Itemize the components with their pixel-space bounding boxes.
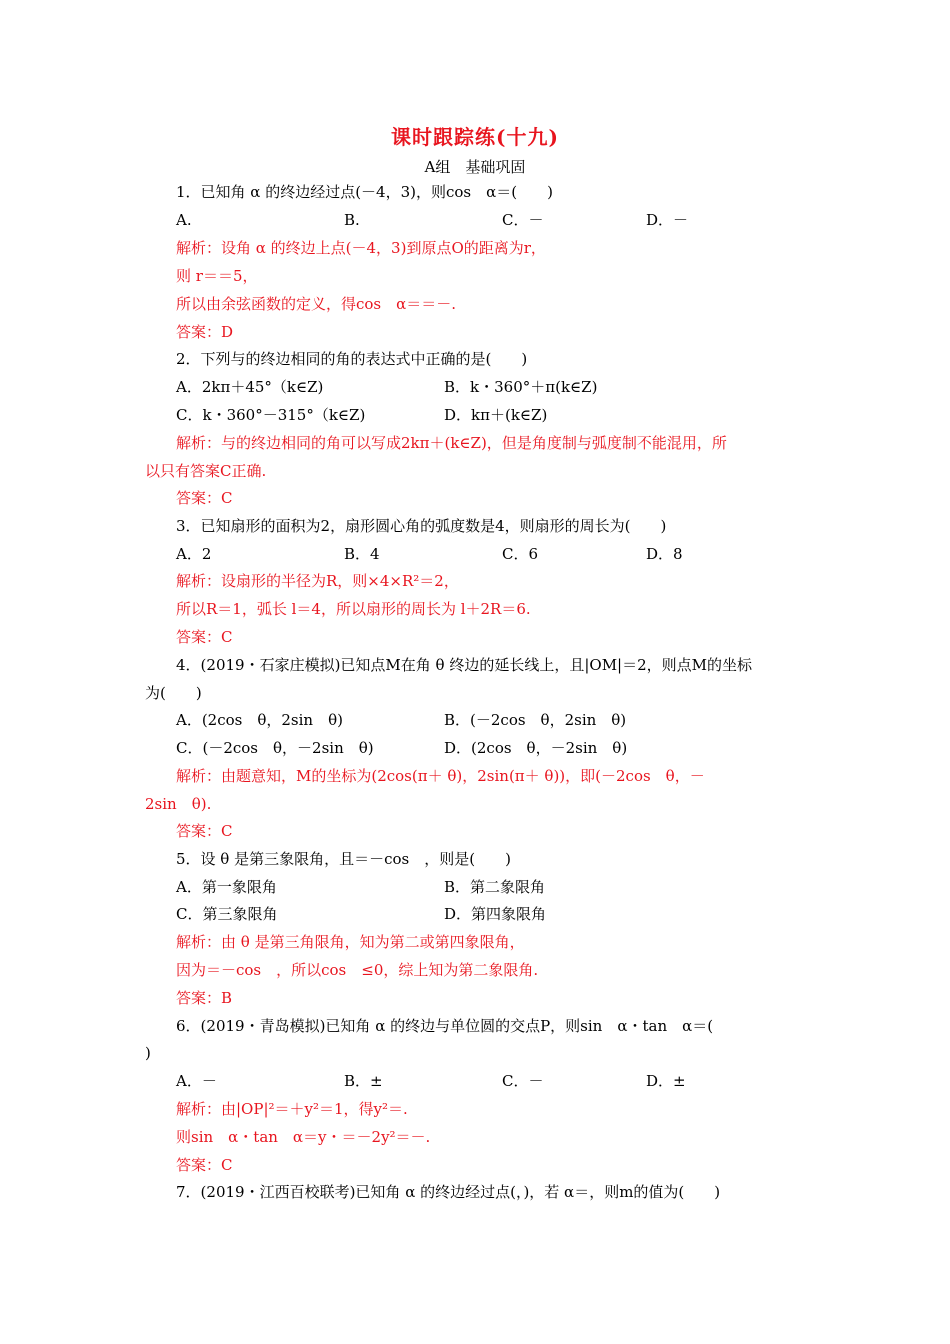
q1-solution-line: 所以由余弦函数的定义，得cos α＝＝－.: [176, 295, 457, 313]
q4-option-a: A．(2cos θ，2sin θ): [176, 711, 343, 729]
q2-solution-line: 以只有答案C正确.: [145, 462, 267, 480]
q3-option-c: C．6: [502, 545, 539, 563]
q2-solution-line: 解析：与的终边相同的角可以写成2kπ＋(k∈Z)，但是角度制与弧度制不能混用，所: [176, 434, 727, 452]
q1-option-b: B.: [344, 211, 360, 229]
question-5-stem: 5．设 θ 是第三象限角，且＝－cos ，则是( ): [176, 850, 511, 868]
q4-option-c: C．(－2cos θ，－2sin θ): [176, 739, 374, 757]
q1-answer: 答案：D: [176, 323, 234, 341]
q4-answer: 答案：C: [176, 822, 233, 840]
q4-option-b: B．(－2cos θ，2sin θ): [444, 711, 627, 729]
question-1-stem: 1．已知角 α 的终边经过点(－4，3)，则cos α＝( ): [176, 183, 553, 201]
q2-option-b: B．k・360°＋π(k∈Z): [444, 378, 598, 396]
q3-solution-line: 所以R＝1，弧长 l＝4，所以扇形的周长为 l＋2R＝6.: [176, 600, 531, 618]
q2-option-c: C．k・360°－315°（k∈Z): [176, 406, 366, 424]
q2-answer: 答案：C: [176, 489, 233, 507]
q5-option-b: B．第二象限角: [444, 878, 546, 896]
q6-option-b: B．±: [344, 1072, 383, 1090]
page-title: 课时跟踪练(十九): [391, 125, 559, 149]
q1-option-a: A.: [176, 211, 192, 229]
q5-solution-line: 解析：由 θ 是第三角限角，知为第二或第四象限角，: [176, 933, 525, 951]
q1-option-d: D．－: [646, 211, 689, 229]
q6-solution-line: 解析：由|OP|²＝＋y²＝1，得y²＝.: [176, 1100, 408, 1118]
question-4-stem: 为( ): [145, 684, 202, 702]
q5-option-a: A．第一象限角: [176, 878, 277, 896]
q2-option-a: A．2kπ＋45°（k∈Z): [176, 378, 324, 396]
q2-option-d: D．kπ＋(k∈Z): [444, 406, 548, 424]
q4-option-d: D．(2cos θ，－2sin θ): [444, 739, 628, 757]
q6-answer: 答案：C: [176, 1156, 233, 1174]
q1-option-c: C．－: [502, 211, 544, 229]
question-3-stem: 3．已知扇形的面积为2，扇形圆心角的弧度数是4，则扇形的周长为( ): [176, 517, 667, 535]
question-6-stem: 6．(2019・青岛模拟)已知角 α 的终边与单位圆的交点P，则sin α・tan α＝(: [176, 1017, 714, 1035]
q5-option-d: D．第四象限角: [444, 905, 547, 923]
question-4-stem: 4．(2019・石家庄模拟)已知点M在角 θ 终边的延长线上，且|OM|＝2，则点M的坐标: [176, 656, 753, 674]
q6-option-d: D．±: [646, 1072, 686, 1090]
q3-option-a: A．2: [176, 545, 212, 563]
q4-solution-line: 2sin θ).: [145, 795, 212, 813]
question-2-stem: 2．下列与的终边相同的角的表达式中正确的是( ): [176, 350, 528, 368]
q3-answer: 答案：C: [176, 628, 233, 646]
q1-solution-line: 解析：设角 α 的终边上点(－4，3)到原点O的距离为r，: [176, 239, 546, 257]
q5-solution-line: 因为＝－cos ，所以cos ≤0，综上知为第二象限角.: [176, 961, 539, 979]
q6-solution-line: 则sin α・tan α＝y・＝－2y²＝－.: [176, 1128, 431, 1146]
section-subtitle: A组 基础巩固: [424, 158, 526, 176]
q4-solution-line: 解析：由题意知，M的坐标为(2cos(π＋ θ)，2sin(π＋ θ))，即(－2cos θ，－: [176, 767, 705, 785]
q5-answer: 答案：B: [176, 989, 233, 1007]
q6-option-c: C．－: [502, 1072, 544, 1090]
q3-option-d: D．8: [646, 545, 683, 563]
question-7-stem: 7．(2019・江西百校联考)已知角 α 的终边经过点(，)，若 α＝，则m的值为( ): [176, 1183, 721, 1201]
q6-option-a: A．－: [176, 1072, 217, 1090]
q3-option-b: B．4: [344, 545, 380, 563]
question-6-stem: ): [145, 1044, 151, 1062]
q5-option-c: C．第三象限角: [176, 905, 278, 923]
q3-solution-line: 解析：设扇形的半径为R，则×4×R²＝2，: [176, 572, 459, 590]
q1-solution-line: 则 r＝＝5，: [176, 267, 258, 285]
